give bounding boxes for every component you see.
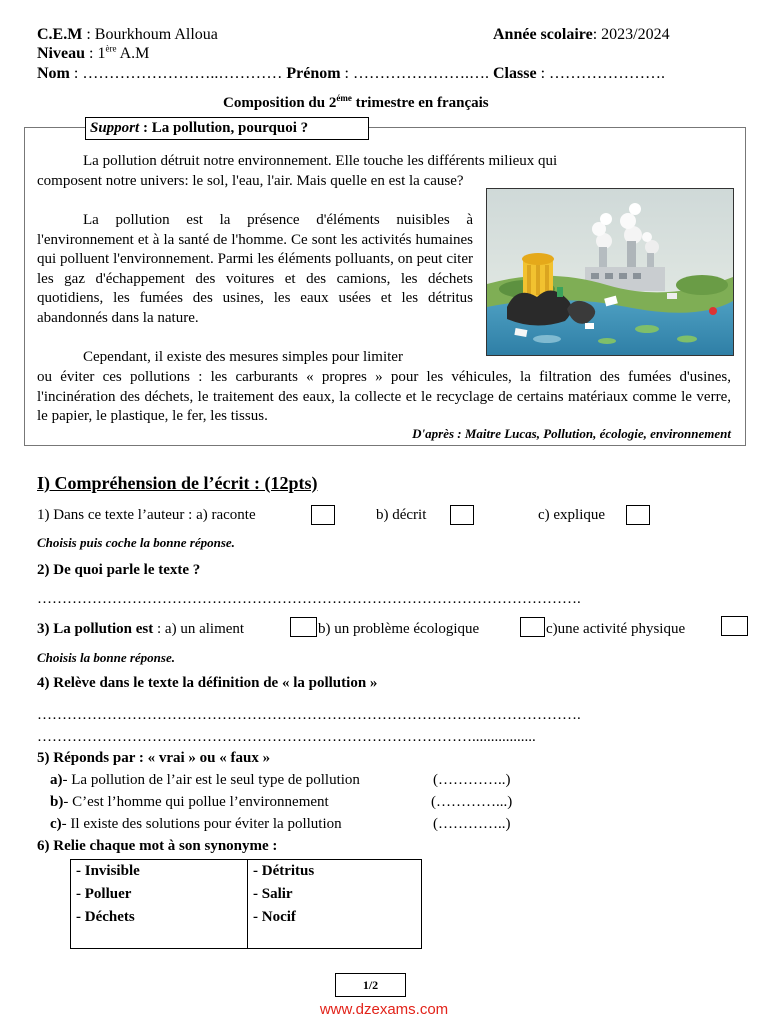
match-left-item[interactable]: - Déchets (76, 909, 135, 925)
nom-field[interactable]: : ……………………..………… (69, 65, 287, 82)
nom-label: Nom (37, 65, 70, 82)
matching-table (70, 859, 422, 949)
q5-a-answer[interactable]: (…………..) (433, 772, 511, 788)
exam-title-sup: éme (336, 93, 352, 103)
q5-item-a (50, 772, 360, 789)
q5-c-text: - Il existe des solutions pour éviter la pollution (61, 816, 342, 832)
support-heading: : La pollution, pourquoi ? (139, 120, 309, 136)
paragraph-3-line1: Cependant, il existe des mesures simples pour limiter (83, 349, 403, 365)
q5-b-label: b) (50, 794, 64, 810)
classe-label: Classe (493, 65, 537, 82)
level-sep: : 1 (85, 45, 106, 62)
q1-checkbox-b[interactable] (450, 505, 474, 525)
year-label: Année scolaire (493, 26, 593, 43)
exam-title-a: Composition du 2 (223, 95, 337, 111)
q1-instruction: Choisis puis coche la bonne réponse. (37, 535, 235, 550)
q3-label: 3) La pollution est (37, 621, 154, 637)
pollution-scene-icon (487, 189, 733, 355)
q6-text: 6) Relie chaque mot à son synonyme : (37, 838, 278, 854)
left-column (76, 860, 140, 948)
q1-text: 1) Dans ce texte l’auteur : a) raconte (37, 507, 256, 523)
exam-title (223, 95, 489, 112)
source-credit: D'après : Maitre Lucas, Pollution, écologie, environnement (412, 426, 731, 441)
q2-answer-line[interactable]: ………………………………………………………………………………………………. (37, 591, 581, 607)
q5-item-b (50, 794, 329, 811)
match-left-item[interactable]: - Polluer (76, 886, 132, 902)
match-right-item[interactable]: - Détritus (253, 863, 315, 879)
table-divider (247, 860, 248, 948)
identity-line (37, 65, 665, 83)
q5-b-answer[interactable]: (…………...) (431, 794, 513, 810)
prenom-label: Prénom (286, 65, 341, 82)
support-label: Support (90, 120, 140, 136)
paragraph-3-rest: ou éviter ces pollutions : les carburants « propres » pour les véhicules, la filtration des fumées d'usines, l'incinération des déchets, le traitement des eaux, la collecte et le recyclage de certains matériaux comme le verre, le papier, le plastique, le fer, les tissus. (37, 369, 731, 424)
year-line (493, 26, 670, 44)
level-line (37, 45, 149, 63)
q5-item-c (50, 816, 342, 833)
match-right-item[interactable]: - Nocif (253, 909, 296, 925)
q5-b-text: - C’est l’homme qui pollue l’environnement (63, 794, 329, 810)
q1-option-c: c) explique (538, 507, 606, 523)
q3-option-b: b) un problème écologique (318, 621, 480, 637)
level-sup: ère (105, 43, 117, 54)
paragraph-2: La pollution est la présence d'éléments nuisibles à l'environnement et à la santé de l'homme. Ce sont les activités humaines qui polluent l'environnement. Parmi les éléments polluants, on peut citer les gaz d'échappement des voitures et des camions, les déchets quotidiens, les fumées des usines, les eaux usées et les détritus abandonnés dans la nature. (37, 212, 473, 326)
q4-text: 4) Relève dans le texte la définition de « la pollution » (37, 675, 378, 691)
q3-checkbox-a[interactable] (290, 617, 317, 637)
match-right-item[interactable]: - Salir (253, 886, 293, 902)
paragraph-1-rest: composent notre univers: le sol, l'eau, l'air. Mais quelle en est la cause? (37, 173, 464, 189)
q3-option-a: : a) un aliment (153, 621, 245, 637)
right-column (253, 860, 314, 948)
level-rest: A.M (116, 45, 150, 62)
school-name: : Bourkhoum Alloua (82, 26, 218, 43)
q1-line (37, 507, 256, 524)
q3-instruction: Choisis la bonne réponse. (37, 650, 175, 665)
school-label: C.E.M (37, 26, 83, 43)
q5-c-label: c) (50, 816, 62, 832)
q4-answer-line-2[interactable]: ……………………………………………………………………………................. (37, 729, 536, 745)
q1-checkbox-c[interactable] (626, 505, 650, 525)
page-number: 1/2 (335, 973, 406, 997)
q5-a-label: a) (50, 772, 63, 788)
q1-checkbox-a[interactable] (311, 505, 335, 525)
q3-checkbox-c[interactable] (721, 616, 748, 636)
q5-c-answer[interactable]: (…………..) (433, 816, 511, 832)
pollution-illustration (486, 188, 734, 356)
q3-option-c: c)une activité physique (546, 621, 686, 637)
paragraph-1-line1: La pollution détruit notre environnement. Elle touche les différents milieux qui (83, 153, 558, 169)
level-label: Niveau (37, 45, 85, 62)
school-line (37, 26, 218, 44)
q5-text: 5) Réponds par : « vrai » ou « faux » (37, 750, 271, 766)
site-link[interactable]: www.dzexams.com (319, 1001, 449, 1018)
q3-line (37, 621, 244, 638)
q5-a-text: - La pollution de l’air est le seul type de pollution (62, 772, 360, 788)
classe-field[interactable]: : …………………. (536, 65, 666, 82)
year-value: : 2023/2024 (592, 26, 670, 43)
match-left-item[interactable]: - Invisible (76, 863, 140, 879)
q4-answer-line-1[interactable]: ………………………………………………………………………………………………. (37, 707, 581, 723)
section-title: I) Compréhension de l’écrit : (12pts) (37, 473, 318, 493)
q2-text: 2) De quoi parle le texte ? (37, 562, 201, 578)
support-title (85, 117, 369, 140)
prenom-field[interactable]: : ………………….…. (340, 65, 493, 82)
q1-option-b: b) décrit (376, 507, 427, 523)
q3-checkbox-b[interactable] (520, 617, 545, 637)
exam-title-b: trimestre en français (351, 95, 489, 111)
